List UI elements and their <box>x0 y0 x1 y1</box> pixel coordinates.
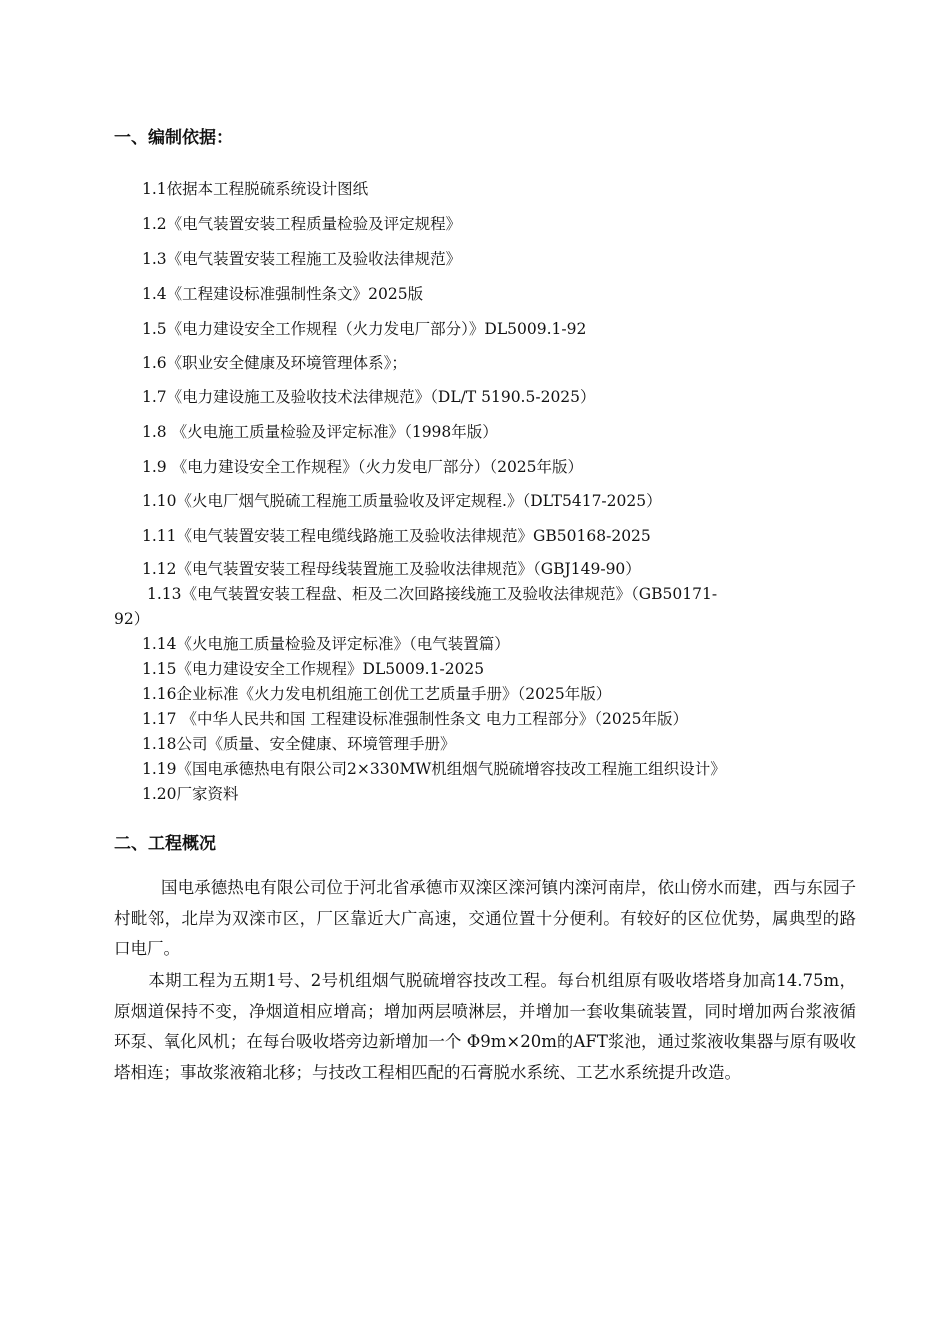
list-item: 1.19《国电承德热电有限公司2×330MW机组烟气脱硫增容技改工程施工组织设计》 <box>142 760 726 778</box>
list-item: 1.5《电力建设安全工作规程（火力发电厂部分）》DL5009.1-92 <box>142 320 587 338</box>
paragraph <box>114 873 856 965</box>
list-item: 1.8 《火电施工质量检验及评定标准》（1998年版） <box>142 423 498 441</box>
list-item: 1.7《电力建设施工及验收技术法律规范》（DL/T 5190.5-2025） <box>142 388 596 406</box>
list-item: 1.4《工程建设标准强制性条文》2025版 <box>142 285 424 303</box>
list-item: 1.10《火电厂烟气脱硫工程施工质量验收及评定规程.》（DLT5417-2025） <box>142 492 662 510</box>
paragraph <box>114 966 856 1088</box>
list-item: 1.12《电气装置安装工程母线装置施工及验收法律规范》（GBJ149-90） <box>142 560 641 578</box>
list-item-continuation: 92） <box>114 610 150 628</box>
list-item: 1.11《电气装置安装工程电缆线路施工及验收法律规范》GB50168-2025 <box>142 527 651 545</box>
paragraph-text: 国电承德热电有限公司位于河北省承德市双滦区滦河镇内滦河南岸，依山傍水而建，西与东园子村毗邻，北岸为双滦市区，厂区靠近大广高速，交通位置十分便利。有较好的区位优势，属典型的路口电厂。 <box>114 878 856 958</box>
list-item: 1.9 《电力建设安全工作规程》（火力发电厂部分）（2025年版） <box>142 458 584 476</box>
list-item: 1.20厂家资料 <box>142 785 239 803</box>
list-item: 1.13《电气装置安装工程盘、柜及二次回路接线施工及验收法律规范》（GB50171- <box>147 585 718 603</box>
list-item: 1.3《电气装置安装工程施工及验收法律规范》 <box>142 250 462 268</box>
list-item: 1.15《电力建设安全工作规程》DL5009.1-2025 <box>142 660 485 678</box>
list-item: 1.2《电气装置安装工程质量检验及评定规程》 <box>142 215 462 233</box>
section2-title: 二、工程概况 <box>114 834 216 854</box>
list-item: 1.1依据本工程脱硫系统设计图纸 <box>142 180 369 198</box>
list-item: 1.14《火电施工质量检验及评定标准》（电气装置篇） <box>142 635 510 653</box>
section1-title: 一、编制依据： <box>114 128 233 148</box>
list-item: 1.6《职业安全健康及环境管理体系》； <box>142 354 407 372</box>
list-item: 1.16企业标准《火力发电机组施工创优工艺质量手册》（2025年版） <box>142 685 612 703</box>
list-item: 1.18公司《质量、安全健康、环境管理手册》 <box>142 735 456 753</box>
paragraph-text: 本期工程为五期1号、2号机组烟气脱硫增容技改工程。每台机组原有吸收塔塔身加高14.75m，原烟道保持不变，净烟道相应增高；增加两层喷淋层，并增加一套收集硫装置，同时增加两台浆液循环泵、氧化风机；在每台吸收塔旁边新增加一个 Φ9m×20m的AFT浆池，通过浆液收集器与原有吸收塔相连；事故浆液箱北移；与技改工程相匹配的石膏脱水系统、工艺水系统提升改造。 <box>114 971 856 1082</box>
list-item: 1.17 《中华人民共和国 工程建设标准强制性条文 电力工程部分》（2025年版） <box>142 710 688 728</box>
